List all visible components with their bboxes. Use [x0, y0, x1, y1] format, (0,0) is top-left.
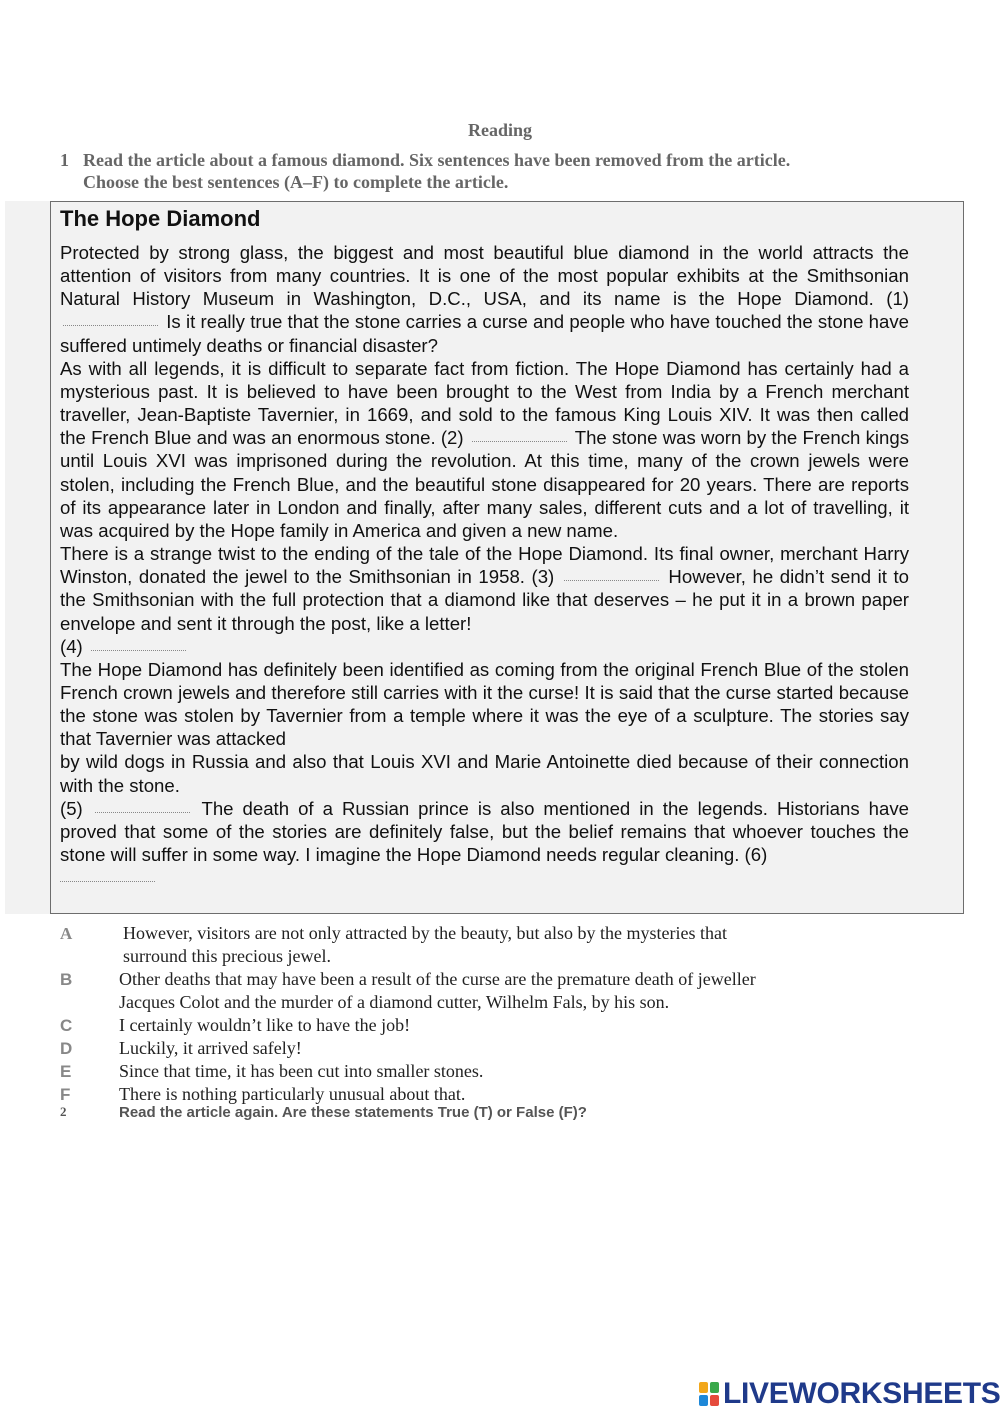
option-letter: D: [60, 1039, 73, 1058]
gap-4-label: (4): [60, 635, 83, 657]
gap-2-blank[interactable]: [472, 441, 567, 442]
option-letter: C: [60, 1016, 73, 1035]
gap-5-blank[interactable]: [95, 812, 190, 813]
gap-3-blank[interactable]: [564, 580, 659, 581]
article-box: [50, 201, 964, 914]
option-e: [60, 1060, 840, 1083]
option-f: [60, 1083, 840, 1106]
paragraph-4-text-d: The death of a Russian prince is also mentioned in the legends. Historians have proved that some of the stories are definitely false, but the belief remains that whoever touches the stone will suffer in some way. I imagine the Hope Diamond needs regular cleaning. (6): [60, 797, 909, 866]
paragraph-1-text-a: Protected by strong glass, the biggest and most beautiful blue diamond in the world attracts the attention of visitors from many countries. It is one of the most popular exhibits at the Smithsonian Natural History Museum in Washington, D.C., USA, and its name is the Hope Diamond. (1): [60, 242, 909, 310]
logo-square-1: [699, 1382, 708, 1393]
option-text: [119, 922, 727, 968]
question-2: [60, 1104, 587, 1121]
gap-4-blank[interactable]: [91, 650, 186, 651]
logo-square-4: [710, 1395, 719, 1406]
option-a-line-1: However, visitors are not only attracted by the beauty, but also by the mysteries that: [123, 923, 727, 943]
logo-mark-icon: [698, 1381, 720, 1407]
gap-1-blank[interactable]: [63, 325, 158, 326]
logo-square-2: [710, 1382, 719, 1393]
left-margin-strip: [5, 201, 50, 914]
option-letter: E: [60, 1062, 72, 1081]
gap-5-label: (5): [60, 797, 83, 819]
paragraph-1: [60, 241, 909, 357]
logo-text: LIVEWORKSHEETS: [723, 1377, 1000, 1410]
options-list: [60, 922, 840, 1106]
option-a-line-2: surround this precious jewel.: [123, 946, 331, 966]
article-title: The Hope Diamond: [60, 206, 261, 231]
question-2-text: Read the article again. Are these statements True (T) or False (F)?: [119, 1104, 587, 1121]
option-b: [60, 968, 840, 1014]
paragraph-3-text-b: However, he didn’t send it to the Smithsonian with the full protection that a diamond like that deserves – he put it in a brown paper envelope and sent it through the post, like a letter!: [60, 566, 910, 634]
paragraph-4-text-b: by wild dogs in Russia and also that Louis XVI and Marie Antoinette died because of their connection with the stone.: [60, 751, 909, 796]
option-letter: B: [60, 970, 73, 989]
paragraph-4-text-a: The Hope Diamond has definitely been identified as coming from the original French Blue of the stolen French crown jewels and therefore still carries with it the curse! It is said that the curse started because the stone was stolen by Tavernier from a temple where it was the eye of a sculpture. The stories say that Tavernier was attacked: [60, 658, 909, 750]
option-d: [60, 1037, 840, 1060]
option-e-text: Since that time, it has been cut into smaller stones.: [119, 1061, 484, 1081]
paragraph-1-text-b: Is it really true that the stone carries a curse and people who have touched the stone have suffered untimely deaths or financial disaster?: [60, 311, 909, 356]
option-letter: A: [60, 924, 73, 943]
question-2-number: 2: [60, 1104, 67, 1119]
liveworksheets-logo[interactable]: [698, 1378, 1000, 1410]
option-f-text: There is nothing particularly unusual about that.: [119, 1084, 466, 1104]
gap-6-blank[interactable]: [60, 881, 155, 882]
paragraph-3: [60, 542, 909, 658]
paragraph-3-text-a: There is a strange twist to the ending of the tale of the Hope Diamond. Its final owner, merchant Harry Winston, donated the jewel to the Smithsonian in 1958. (3): [60, 543, 909, 588]
option-c-text: I certainly wouldn’t like to have the job!: [119, 1015, 411, 1035]
paragraph-2: [60, 357, 909, 542]
option-a: [60, 922, 840, 968]
paragraph-2-text-b: The stone was worn by the French kings until Louis XVI was imprisoned during the revolution. At this time, many of the crown jewels were stolen, including the French Blue, and the beautiful stone disappeared for 20 years. There are reports of its appearance later in London and finally, after many sales, different cuts and a lot of travelling, it was acquired by the Hope family in America and given a new name.: [60, 427, 909, 541]
option-b-line-1: Other deaths that may have been a result of the curse are the premature death of jeweller: [119, 969, 756, 989]
instruction-1: [60, 149, 940, 193]
option-d-text: Luckily, it arrived safely!: [119, 1038, 302, 1058]
option-c: [60, 1014, 840, 1037]
instruction-line-2: Choose the best sentences (A–F) to complete the article.: [83, 172, 509, 192]
section-heading: Reading: [467, 120, 532, 140]
instruction-number: 1: [60, 150, 69, 170]
paragraph-2-text-a: As with all legends, it is difficult to separate fact from fiction. The Hope Diamond has certainly had a mysterious past. It is believed to have been brought to the West from India by a French merchant traveller, Jean-Baptiste Tavernier, in 1669, and sold to the famous King Louis XIV. It was then called the French Blue and was an enormous stone. (2): [60, 357, 909, 449]
instruction-line-1: Read the article about a famous diamond. Six sentences have been removed from the article.: [83, 150, 791, 170]
logo-square-3: [699, 1395, 708, 1406]
option-letter: F: [60, 1085, 71, 1104]
option-b-line-2: Jacques Colot and the murder of a diamond cutter, Wilhelm Fals, by his son.: [119, 992, 670, 1012]
paragraph-4: [60, 658, 909, 890]
article-body: [60, 241, 909, 889]
